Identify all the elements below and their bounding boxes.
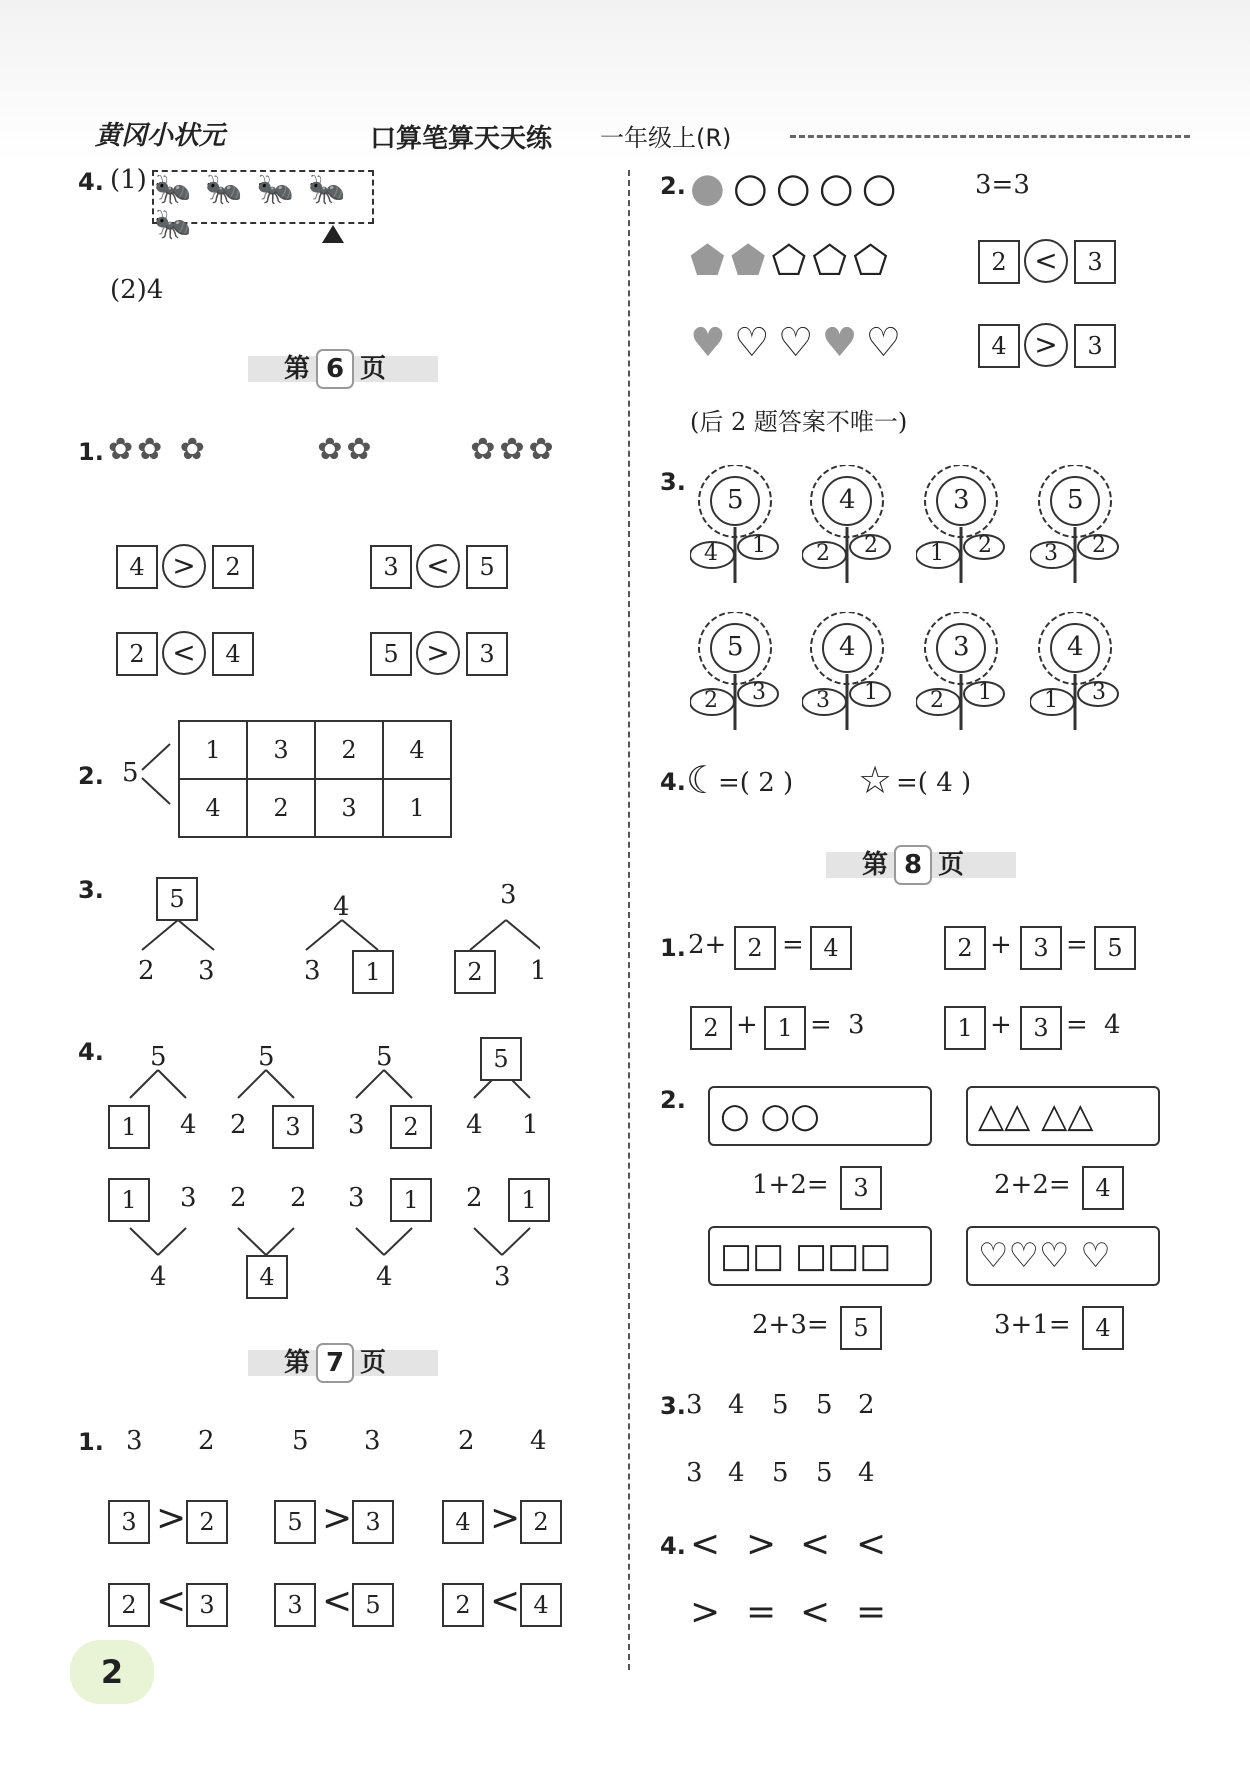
answer-box: 5 (274, 1500, 316, 1544)
answer-circle: > (1024, 323, 1068, 367)
equation-part: = (810, 1010, 832, 1040)
moon-icon: ☾ (686, 758, 721, 802)
tree-leaf: 2 (138, 956, 155, 986)
flower-center: 4 (839, 632, 856, 662)
join-part: 2 (466, 1183, 483, 1213)
answer-box: 2 (116, 632, 158, 676)
compare-sign: < (800, 1524, 831, 1565)
sunflower (916, 612, 1006, 732)
answer-box: 3 (1074, 240, 1116, 284)
root-number: 5 (122, 758, 139, 788)
answer-circle: > (416, 631, 460, 675)
flower-center: 5 (1067, 485, 1084, 515)
answer-box: 2 (690, 1006, 732, 1050)
question-number: 2. (78, 762, 104, 790)
book-title: 口算笔算天天练 (370, 124, 553, 154)
answer-box: 4 (246, 1255, 288, 1299)
flower-leaf: 1 (978, 680, 992, 705)
compare-sign: > (322, 1498, 353, 1539)
answer-box: 3 (352, 1500, 394, 1544)
sunflower (802, 465, 892, 585)
header-dashes (790, 135, 1190, 138)
page-heading-6: 第 6 页 (284, 348, 386, 389)
answer-box: 2 (734, 926, 776, 970)
compare-sign: < (490, 1581, 521, 1622)
answer-circle: < (162, 631, 206, 675)
compare-sign: > (746, 1524, 777, 1565)
answer-box: 3 (274, 1583, 316, 1627)
flower-leaf: 2 (816, 541, 830, 566)
question-number: 3. (660, 468, 686, 496)
shape-frame: △△ △△ (966, 1086, 1160, 1146)
join-root: 4 (150, 1262, 167, 1292)
page-heading-7: 第 7 页 (284, 1342, 386, 1383)
star-answer: =( 4 ) (896, 768, 972, 798)
split-part: 4 (466, 1110, 483, 1140)
shape-frame: ○ ○○ (708, 1086, 932, 1146)
grade-label: 一年级上(R) (600, 124, 732, 152)
flower-center: 4 (839, 485, 856, 515)
answer-box: 2 (978, 240, 1020, 284)
circle-row: ●○○○○ (690, 165, 905, 211)
answer-box: 1 (764, 1006, 806, 1050)
equation-part: = (782, 930, 804, 960)
join-part: 3 (348, 1183, 365, 1213)
decomposition-table: 1 3 2 4 4 2 3 1 (178, 720, 452, 838)
answer-box: 5 (466, 545, 508, 589)
answer-circle: < (1024, 239, 1068, 283)
flower-leaf: 1 (752, 533, 766, 558)
split-root: 5 (376, 1042, 393, 1072)
answer-box: 1 (108, 1178, 150, 1222)
sunflower (690, 612, 780, 732)
equation-part: 1+2= (752, 1170, 829, 1200)
sunflower (690, 465, 780, 585)
answer-text: (2)4 (110, 275, 164, 305)
compare-sign: = (856, 1592, 887, 1633)
tree-leaf: 3 (198, 956, 215, 986)
flower-leaf: 1 (1044, 688, 1058, 713)
answer-label: (1) (110, 165, 147, 195)
answer-box: 3 (840, 1166, 882, 1210)
split-part: 4 (180, 1110, 197, 1140)
compare-sign: > (690, 1592, 721, 1633)
join-part: 3 (180, 1183, 197, 1213)
question-number: 4. (660, 1532, 686, 1560)
answer-box: 5 (156, 877, 198, 921)
answer-box: 2 (108, 1583, 150, 1627)
shape-frame: □□ □□□ (708, 1226, 932, 1286)
flower-doodles: ✿✿ ✿ ✿✿ ✿✿✿ (108, 432, 558, 467)
given-number: 3 (364, 1426, 381, 1456)
answer-box: 2 (442, 1583, 484, 1627)
given-number: 2 (458, 1426, 475, 1456)
answer-box: 4 (212, 632, 254, 676)
answer-box: 3 (1020, 926, 1062, 970)
given-number: 2 (198, 1426, 215, 1456)
compare-sign: < (856, 1524, 887, 1565)
answer-number: 4 (728, 1390, 745, 1420)
answer-number: 5 (816, 1458, 833, 1488)
flower-leaf: 2 (930, 688, 944, 713)
compare-sign: = (746, 1592, 777, 1633)
question-number: 2. (660, 172, 686, 200)
sunflower (802, 612, 892, 732)
compare-sign: > (490, 1498, 521, 1539)
question-number: 1. (660, 934, 686, 962)
answer-box: 5 (370, 632, 412, 676)
flower-leaf: 2 (1092, 533, 1106, 558)
answer-box: 4 (1082, 1166, 1124, 1210)
answer-number: 2 (858, 1390, 875, 1420)
answer-number: 3 (686, 1390, 703, 1420)
heart-row: ♥♡♡♥♡ (690, 320, 910, 366)
question-number: 4. (78, 168, 104, 196)
flower-leaf: 1 (864, 680, 878, 705)
given-number: 3 (126, 1426, 143, 1456)
equation-part: 4 (1104, 1010, 1121, 1040)
answer-box: 4 (1082, 1306, 1124, 1350)
split-part: 1 (522, 1110, 539, 1140)
flower-leaf: 1 (930, 541, 944, 566)
answer-box: 3 (186, 1583, 228, 1627)
split-root: 5 (150, 1042, 167, 1072)
answer-box: 2 (454, 950, 496, 994)
compare-sign: > (156, 1498, 187, 1539)
given-number: 4 (530, 1426, 547, 1456)
join-part: 2 (290, 1183, 307, 1213)
question-number: 3. (78, 876, 104, 904)
flower-leaf: 2 (864, 533, 878, 558)
split-root: 5 (258, 1042, 275, 1072)
equation: 3=3 (975, 170, 1030, 200)
ant-icon: 🐜🐜🐜🐜🐜 (154, 172, 360, 242)
answer-number: 4 (858, 1458, 875, 1488)
equation-part: 2+3= (752, 1310, 829, 1340)
answer-box: 1 (944, 1006, 986, 1050)
page-heading-8: 第 8 页 (862, 844, 964, 885)
note-text: (后 2 题答案不唯一) (690, 408, 908, 436)
equation-part: = (1066, 1010, 1088, 1040)
star-icon: ☆ (858, 758, 893, 802)
compare-sign: < (156, 1581, 187, 1622)
ant-row (152, 170, 374, 242)
flower-leaf: 3 (816, 688, 830, 713)
moon-answer: =( 2 ) (718, 768, 794, 798)
shape-frame: ♡♡♡ ♡ (966, 1226, 1160, 1286)
equation-part: + (990, 1010, 1012, 1040)
answer-box: 4 (442, 1500, 484, 1544)
answer-box: 3 (272, 1105, 314, 1149)
answer-box: 2 (944, 926, 986, 970)
answer-box: 2 (212, 545, 254, 589)
answer-box: 4 (520, 1583, 562, 1627)
equation-part: 2+ (688, 930, 727, 960)
answer-box: 1 (508, 1178, 550, 1222)
equation-part: 3 (848, 1010, 865, 1040)
answer-box: 1 (390, 1178, 432, 1222)
join-root: 4 (376, 1262, 393, 1292)
answer-box: 3 (1074, 324, 1116, 368)
answer-box: 1 (352, 950, 394, 994)
column-divider (628, 170, 630, 1670)
compare-sign: < (800, 1592, 831, 1633)
answer-number: 5 (816, 1390, 833, 1420)
answer-box: 1 (108, 1105, 150, 1149)
answer-number: 5 (772, 1390, 789, 1420)
question-number: 2. (660, 1086, 686, 1114)
answer-circle: > (162, 544, 206, 588)
join-part: 2 (230, 1183, 247, 1213)
answer-number: 4 (728, 1458, 745, 1488)
tree-root: 3 (500, 880, 517, 910)
tree-root: 4 (333, 892, 350, 922)
answer-box: 3 (466, 632, 508, 676)
flower-leaf: 3 (1092, 680, 1106, 705)
sunflower (1030, 465, 1120, 585)
given-number: 5 (292, 1426, 309, 1456)
answer-box: 5 (840, 1306, 882, 1350)
question-number: 4. (78, 1038, 104, 1066)
answer-box: 4 (116, 545, 158, 589)
arrow-up-icon (322, 225, 344, 243)
question-number: 4. (660, 768, 686, 796)
flower-center: 5 (727, 632, 744, 662)
flower-center: 4 (1067, 632, 1084, 662)
equation-part: 2+2= (994, 1170, 1071, 1200)
pentagon-row: ⬟⬟⬠⬠⬠ (690, 238, 894, 284)
answer-number: 3 (686, 1458, 703, 1488)
answer-box: 4 (810, 926, 852, 970)
tree-leaf: 1 (530, 956, 547, 986)
question-number: 3. (660, 1392, 686, 1420)
answer-box: 4 (978, 324, 1020, 368)
split-part: 3 (348, 1110, 365, 1140)
equation-part: = (1066, 930, 1088, 960)
answer-box: 5 (352, 1583, 394, 1627)
flower-leaf: 3 (1044, 541, 1058, 566)
flower-center: 5 (727, 485, 744, 515)
split-part: 2 (230, 1110, 247, 1140)
equation-part: + (990, 930, 1012, 960)
flower-leaf: 2 (978, 533, 992, 558)
answer-box: 3 (108, 1500, 150, 1544)
answer-number: 5 (772, 1458, 789, 1488)
answer-box: 2 (186, 1500, 228, 1544)
flower-leaf: 3 (752, 680, 766, 705)
brand-logo: 黄冈小状元 (95, 121, 226, 151)
branch-lines (140, 740, 180, 810)
sunflower (1030, 612, 1120, 732)
flower-center: 3 (953, 632, 970, 662)
flower-leaf: 2 (704, 688, 718, 713)
compare-sign: < (690, 1524, 721, 1565)
equation-part: + (736, 1010, 758, 1040)
flower-leaf: 4 (704, 541, 718, 566)
question-number: 1. (78, 1428, 104, 1456)
tree-leaf: 3 (304, 956, 321, 986)
answer-box: 3 (1020, 1006, 1062, 1050)
flower-center: 3 (953, 485, 970, 515)
sunflower (916, 465, 1006, 585)
answer-circle: < (416, 544, 460, 588)
compare-sign: < (322, 1581, 353, 1622)
join-root: 3 (494, 1262, 511, 1292)
answer-box: 2 (520, 1500, 562, 1544)
answer-box: 5 (1094, 926, 1136, 970)
question-number: 1. (78, 438, 104, 466)
answer-box: 2 (390, 1105, 432, 1149)
equation-part: 3+1= (994, 1310, 1071, 1340)
page-number: 2 (70, 1640, 154, 1704)
answer-box: 5 (480, 1037, 522, 1081)
answer-box: 3 (370, 545, 412, 589)
